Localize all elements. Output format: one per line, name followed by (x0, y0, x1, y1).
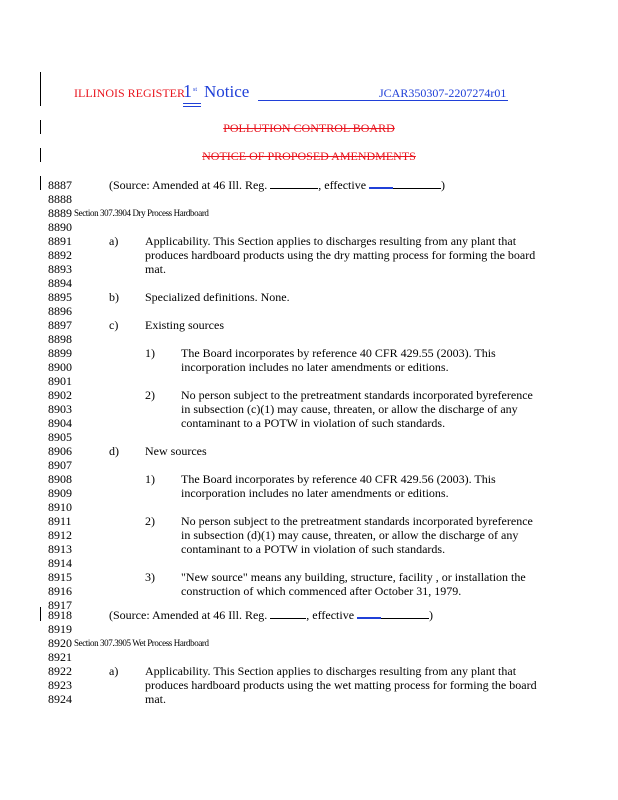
line-number: 8901 (48, 374, 72, 388)
document-id: JCAR350307-2207274r01 (379, 86, 507, 100)
paragraph-text: incorporation includes no later amendments or editions. (181, 360, 449, 374)
line-number: 8891 (48, 234, 72, 248)
revision-bar (40, 72, 41, 106)
source-note (109, 178, 445, 192)
source-note-close: ) (429, 608, 434, 622)
paragraph-text: construction of which commenced after October 31, 1979. (181, 584, 462, 598)
section-heading: Section 307.3905 Wet Process Hardboard (74, 638, 209, 648)
line-number: 8900 (48, 360, 72, 374)
line-number: 8903 (48, 402, 72, 416)
line-number: 8892 (48, 248, 72, 262)
paragraph-text: in subsection (d)(1) may cause, threaten, or allow the discharge of any (181, 528, 519, 542)
line-number: 8898 (48, 332, 72, 346)
line-number: 8909 (48, 486, 72, 500)
paragraph-label: 2) (145, 514, 155, 528)
revision-bar (40, 176, 41, 190)
line-number: 8897 (48, 318, 72, 332)
paragraph-text: incorporation includes no later amendments or editions. (181, 486, 449, 500)
register-blank (270, 609, 306, 619)
board-title: POLLUTION CONTROL BOARD (223, 121, 395, 135)
line-number: 8914 (48, 556, 72, 570)
source-note-effective: , effective (306, 608, 358, 622)
line-number: 8890 (48, 220, 72, 234)
subsection-label: c) (109, 318, 119, 332)
register-title: ILLINOIS REGISTER (74, 86, 185, 100)
double-underline (183, 103, 201, 104)
paragraph-label: 2) (145, 388, 155, 402)
paragraph-text: The Board incorporates by reference 40 CFR 429.56 (2003). This (181, 472, 496, 486)
paragraph-text: No person subject to the pretreatment standards incorporated byreference (181, 388, 533, 402)
line-number: 8908 (48, 472, 72, 486)
paragraph-text: No person subject to the pretreatment standards incorporated byreference (181, 514, 533, 528)
subsection-text: produces hardboard products using the dry matting process for forming the board (145, 248, 536, 262)
paragraph-label: 1) (145, 472, 155, 486)
double-underline (183, 106, 201, 107)
line-number: 8905 (48, 430, 72, 444)
line-number: 8924 (48, 692, 72, 706)
line-number: 8907 (48, 458, 72, 472)
subsection-text: Applicability. This Section applies to discharges resulting from any plant that (145, 664, 517, 678)
subsection-text: mat. (145, 692, 166, 706)
edition-suffix: st (193, 87, 198, 93)
subsection-text: Applicability. This Section applies to discharges resulting from any plant that (145, 234, 517, 248)
line-number: 8887 (48, 178, 72, 192)
subsection-text: Specialized definitions. None. (145, 290, 290, 304)
line-number: 8902 (48, 388, 72, 402)
paragraph-text: in subsection (c)(1) may cause, threaten, or allow the discharge of any (181, 402, 518, 416)
subsection-text: New sources (145, 444, 207, 458)
line-number: 8888 (48, 192, 72, 206)
source-note (109, 608, 433, 622)
subsection-label: b) (109, 290, 119, 304)
effective-blank-inserted (357, 608, 381, 619)
effective-blank-inserted (369, 178, 393, 189)
line-number: 8899 (48, 346, 72, 360)
notice-label: Notice (204, 82, 250, 101)
line-number: 8920 (48, 636, 72, 650)
notice-title: NOTICE OF PROPOSED AMENDMENTS (202, 149, 416, 163)
edition-number: 1 (183, 81, 192, 101)
line-number: 8893 (48, 262, 72, 276)
subsection-text: mat. (145, 262, 166, 276)
line-number: 8923 (48, 678, 72, 692)
paragraph-text: "New source" means any building, structure, facility , or installation the (181, 570, 526, 584)
paragraph-label: 3) (145, 570, 155, 584)
effective-blank (393, 179, 441, 189)
paragraph-label: 1) (145, 346, 155, 360)
source-note-text: (Source: Amended at 46 Ill. Reg. (109, 608, 271, 622)
subsection-text: Existing sources (145, 318, 224, 332)
line-number: 8912 (48, 528, 72, 542)
line-number: 8889 (48, 206, 72, 220)
line-number: 8896 (48, 304, 72, 318)
paragraph-text: The Board incorporates by reference 40 CFR 429.55 (2003). This (181, 346, 496, 360)
subsection-label: d) (109, 444, 119, 458)
line-number: 8894 (48, 276, 72, 290)
line-number: 8911 (48, 514, 72, 528)
paragraph-text: contaminant to a POTW in violation of such standards. (181, 542, 446, 556)
line-number: 8915 (48, 570, 72, 584)
line-number: 8913 (48, 542, 72, 556)
line-number: 8906 (48, 444, 72, 458)
subsection-text: produces hardboard products using the wet matting process for forming the board (145, 678, 537, 692)
register-blank (270, 179, 318, 189)
line-number: 8919 (48, 622, 72, 636)
line-number: 8910 (48, 500, 72, 514)
source-note-close: ) (441, 178, 446, 192)
line-number: 8922 (48, 664, 72, 678)
subsection-label: a) (109, 234, 119, 248)
line-number: 8916 (48, 584, 72, 598)
paragraph-text: contaminant to a POTW in violation of such standards. (181, 416, 446, 430)
source-note-text: (Source: Amended at 46 Ill. Reg. (109, 178, 271, 192)
line-number: 8904 (48, 416, 72, 430)
effective-blank (381, 609, 429, 619)
line-number: 8895 (48, 290, 72, 304)
line-number: 8918 (48, 608, 72, 622)
subsection-label: a) (109, 664, 119, 678)
section-heading: Section 307.3904 Dry Process Hardboard (74, 208, 209, 218)
line-number: 8921 (48, 650, 72, 664)
revision-bar (40, 607, 41, 621)
source-note-effective: , effective (318, 178, 370, 192)
line-number: 8917 (48, 598, 72, 612)
